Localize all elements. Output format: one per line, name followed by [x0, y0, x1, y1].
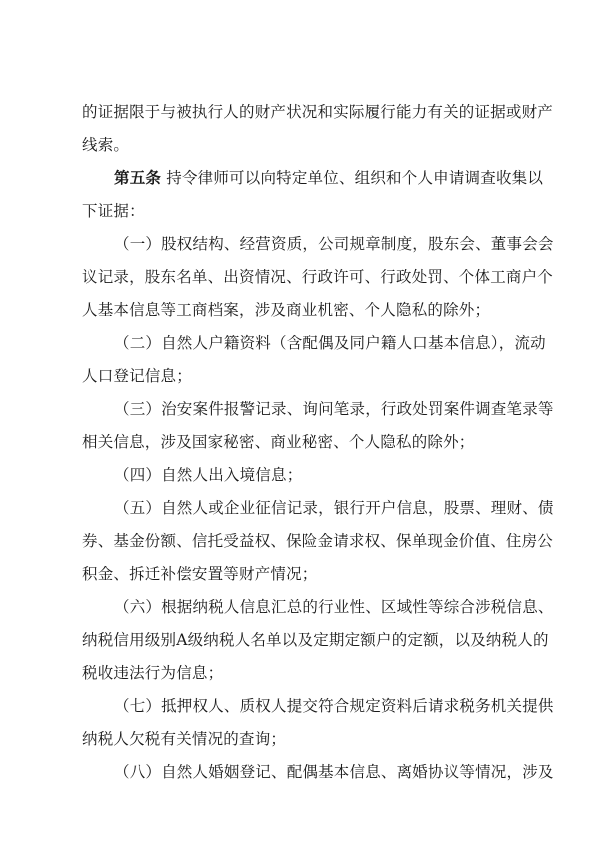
paragraph-line: 相关信息，涉及国家秘密、商业秘密、个人隐私的除外；: [82, 433, 475, 451]
item-5-line: （五）自然人或企业征信记录，银行开户信息，股票、理财、债: [114, 499, 554, 517]
item-4-line: （四）自然人出入境信息；: [114, 466, 303, 484]
paragraph-line: 线索。: [82, 136, 130, 154]
paragraph-line: 的证据限于与被执行人的财产状况和实际履行能力有关的证据或财产: [82, 103, 554, 121]
item-2-line: （二）自然人户籍资料（含配偶及同户籍人口基本信息），流动: [114, 334, 546, 352]
paragraph-line: 下证据：: [82, 202, 145, 220]
article-text: 持令律师可以向特定单位、组织和个人申请调查收集以: [166, 169, 544, 187]
item-7-line: （七）抵押权人、质权人提交符合规定资料后请求税务机关提供: [114, 697, 554, 715]
article-5-heading-line: [114, 168, 544, 188]
paragraph-line: 税收违法行为信息；: [82, 664, 224, 682]
paragraph-line: 人口登记信息；: [82, 367, 192, 385]
paragraph-line: 积金、拆迁补偿安置等财产情况；: [82, 565, 318, 583]
paragraph-line: 券、基金份额、信托受益权、保险金请求权、保单现金价值、住房公: [82, 532, 554, 550]
item-3-line: （三）治安案件报警记录、询问笔录，行政处罚案件调查笔录等: [114, 400, 554, 418]
paragraph-line: 纳税信用级别A级纳税人名单以及定期定额户的定额，以及纳税人的: [82, 631, 549, 649]
article-label: 第五条: [114, 168, 162, 187]
paragraph-line: 纳税人欠税有关情况的查询；: [82, 730, 287, 748]
item-6-line: （六）根据纳税人信息汇总的行业性、区域性等综合涉税信息、: [114, 598, 554, 616]
paragraph-line: 议记录，股东名单、出资情况、行政许可、行政处罚、个体工商户个: [82, 268, 554, 286]
item-8-line: （八）自然人婚姻登记、配偶基本信息、离婚协议等情况，涉及: [114, 763, 554, 781]
paragraph-line: 人基本信息等工商档案，涉及商业机密、个人隐私的除外；: [82, 301, 491, 319]
item-1-line: （一）股权结构、经营资质，公司规章制度，股东会、董事会会: [114, 235, 554, 253]
